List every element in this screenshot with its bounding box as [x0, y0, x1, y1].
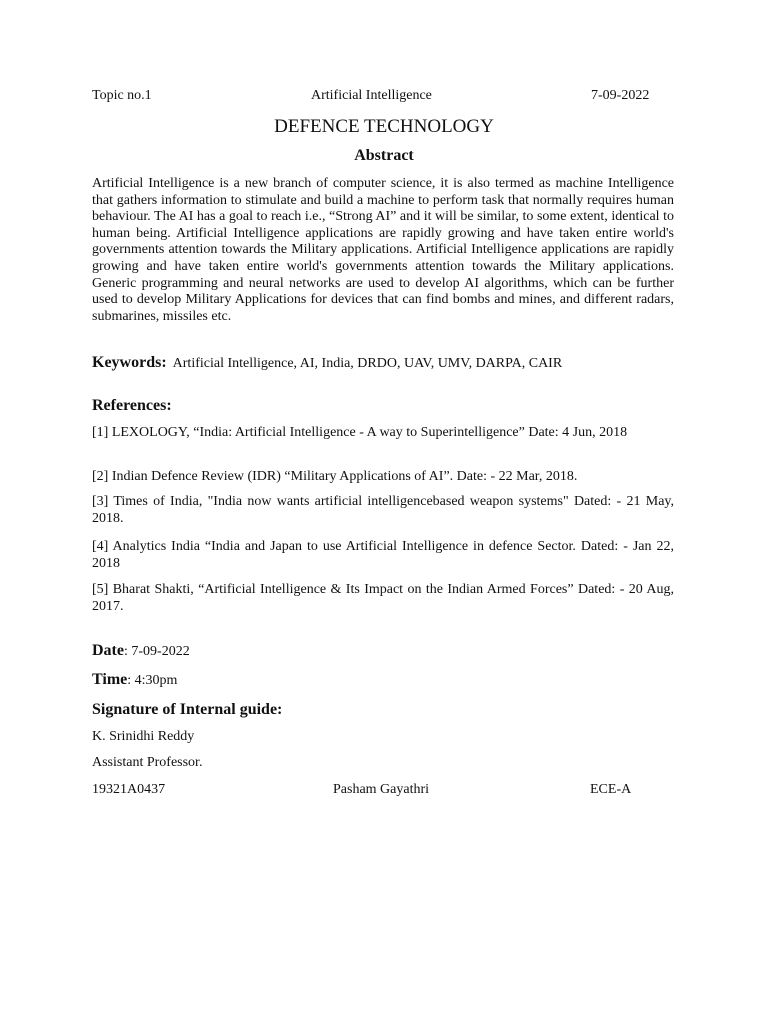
header-date: 7-09-2022	[591, 88, 650, 103]
reference-item: [2] Indian Defence Review (IDR) “Military Applications of AI”. Date: - 22 Mar, 2018.	[92, 469, 578, 484]
document-title: DEFENCE TECHNOLOGY	[274, 116, 494, 137]
time-row	[92, 671, 177, 689]
topic-subject: Artificial Intelligence	[311, 88, 432, 103]
class-section: ECE-A	[590, 782, 632, 797]
signature-heading: Signature of Internal guide:	[92, 701, 283, 718]
references-heading: References:	[92, 397, 172, 414]
guide-designation: Assistant Professor.	[92, 755, 203, 770]
keywords-text: Artificial Intelligence, AI, India, DRDO, UAV, UMV, DARPA, CAIR	[172, 356, 563, 371]
reference-item: [1] LEXOLOGY, “India: Artificial Intelligence - A way to Superintelligence” Date: 4 Jun, 2018	[92, 425, 628, 440]
abstract-heading: Abstract	[354, 147, 414, 164]
date-row	[92, 642, 190, 660]
student-name: Pasham Gayathri	[333, 782, 430, 797]
date-value: : 7-09-2022	[123, 644, 190, 659]
date-label: Date	[92, 642, 124, 659]
keywords-label: Keywords:	[92, 354, 167, 371]
reference-item: [4] Analytics India “India and Japan to use Artificial Intelligence in defence Sector. Dated: - Jan 22, 2018	[92, 539, 674, 571]
reference-item: [3] Times of India, "India now wants artificial intelligencebased weapon systems" Dated: - 21 May, 2018.	[92, 494, 674, 526]
guide-name: K. Srinidhi Reddy	[92, 729, 195, 744]
reference-item: [5] Bharat Shakti, “Artificial Intelligence & Its Impact on the Indian Armed Forces” Dated: - 20 Aug, 2017.	[92, 582, 674, 614]
time-value: : 4:30pm	[127, 673, 178, 688]
topic-number: Topic no.1	[92, 88, 152, 103]
roll-number: 19321A0437	[92, 782, 166, 797]
keywords-line	[92, 354, 562, 372]
time-label: Time	[92, 671, 128, 688]
abstract-text: Artificial Intelligence is a new branch of computer science, it is also termed as machine Intelligence that gathers information to stimulate and build a machine to perform task that normally requires human behaviour. The AI has a goal to reach i.e., “Strong AI” and it will be similar, to some extent, identical to human being. Artificial Intelligence applications are rapidly growing and have taken entire world's governments attention towards the Military applications. Artificial Intelligence applications are rapidly growing and have taken entire world's governments attention towards the Military applications. Generic programming and neural networks are used to develop AI algorithms, which can be further used to develop Military Applications for devices that can find bombs and mines, and different radars, submarines, missiles etc.	[92, 176, 674, 324]
